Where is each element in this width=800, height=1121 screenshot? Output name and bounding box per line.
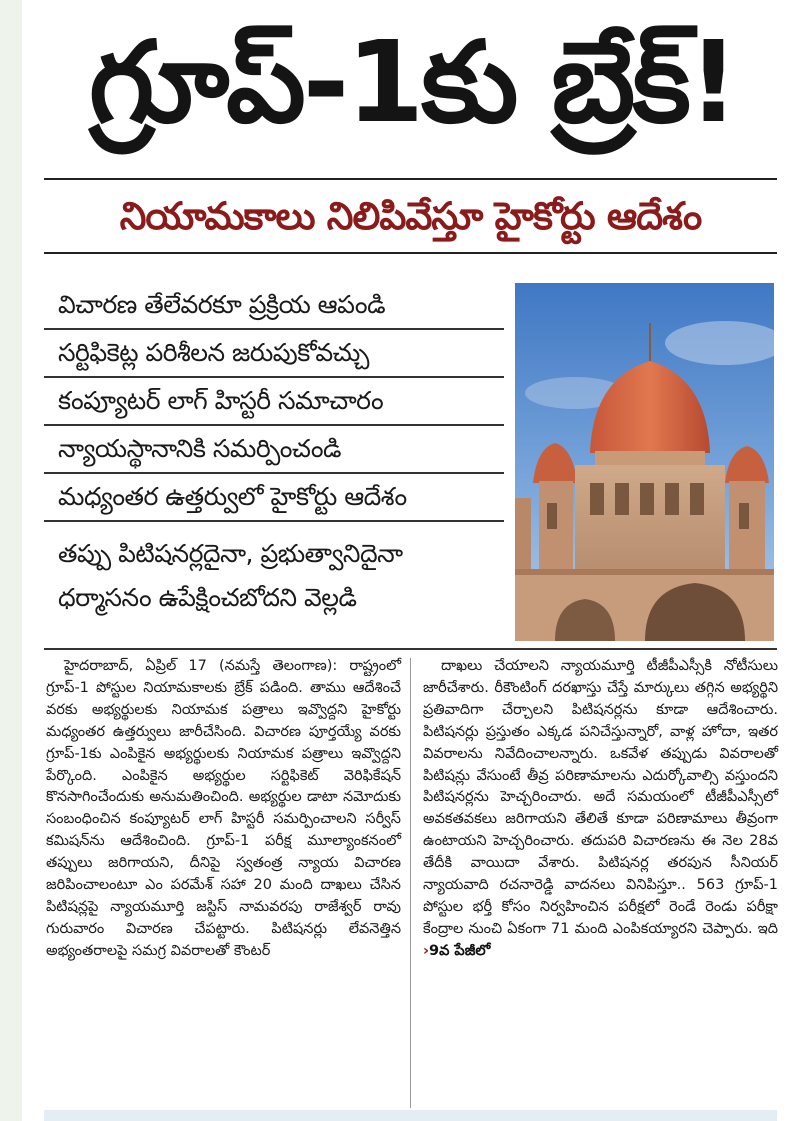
article-text-right (423, 656, 778, 963)
article-column-left (46, 656, 401, 963)
left-margin-strip (0, 0, 22, 1121)
continued-on-page[interactable]: 9వ పేజీలో (428, 942, 491, 959)
article-column-right (423, 656, 778, 963)
headline: గ్రూప్‌-1కు బ్రేక్‌! (89, 18, 736, 148)
highlight-line: మధ్యంతర ఉత్తర్వులో హైకోర్టు ఆదేశం (44, 474, 504, 522)
bottom-bar (44, 1110, 777, 1121)
article-text-right-body: దాఖలు చేయాలని న్యాయమూర్తి టీజీపీఎస్సీకి నోటీసులు జారీచేశారు. రీకౌంటింగ్‌ దరఖాస్తు చేస్తే మార్కులు తగ్గిన అభ్యర్థిని ప్రతివాదిగా చేర్చాలని పిటిషనర్లను కూడా ఆదేశించారు. పిటిషనర్లు ప్రస్తుతం ఎక్కడ పనిచేస్తున్నారో, వాళ్ల హోదా, ఇతర వివరాలను నివేదించాలన్నారు. ఒకవేళ తప్పుడు వివరాలతో పిటిషన్లు వేసుంటే తీవ్ర పరిణామాలను ఎదుర్కోవాల్సి వస్తుందని పిటిషనర్లను హెచ్చరించారు. అదే సమయంలో టీజీపీఎస్సీలో అవకతవకలు జరిగాయని తేలితే కూడా పరిణామాలు తీవ్రంగా ఉంటాయని హెచ్చరించారు. తదుపరి విచారణను ఈ నెల 28వ తేదీకి వాయిదా వేశారు. పిటిషనర్ల తరపున సీనియర్‌ న్యాయవాది రచనారెడ్డి వాదనలు వినిపిస్తూ.. 563 గ్రూప్‌-1 పోస్టుల భర్తీ కోసం నిర్వహించిన పరీక్షలో రెండే రెండు పరీక్షా కేంద్రాల నుంచి ఏకంగా 71 మంది ఎంపికయ్యారని చెప్పారు. ఇది (423, 658, 778, 937)
subheadline: నియామకాలు నిలిపివేస్తూ హైకోర్టు ఆదేశం (119, 194, 702, 238)
highlight-line: సర్టిఫికెట్ల పరిశీలన జరుపుకోవచ్చు (44, 330, 504, 378)
continue-arrow-icon: › (423, 942, 429, 959)
highlight-line: న్యాయస్థానానికి సమర్పించండి (44, 426, 504, 474)
highlights-group-primary (44, 282, 504, 522)
highlight-line: తప్పు పిటిషనర్లదైనా, ప్రభుత్వానిదైనా (58, 539, 403, 568)
highlight-line: కంప్యూటర్‌ లాగ్‌ హిస్టరీ సమాచారం (44, 378, 504, 426)
highlight-line: ధర్మాసనం ఉపేక్షించబోదని వెల్లడి (58, 583, 357, 612)
highlights-box (44, 282, 504, 620)
headline-rule (44, 178, 777, 180)
subhead-rule (44, 252, 777, 254)
article-rule (44, 648, 777, 650)
column-divider (410, 658, 411, 1108)
highlights-group-secondary (44, 532, 504, 620)
highlight-line: విచారణ తేలేవరకూ ప్రక్రియ ఆపండి (44, 282, 504, 330)
article-text-left: హైదరాబాద్‌, ఏప్రిల్‌ 17 (నమస్తే తెలంగాణ): రాష్ట్రంలో గ్రూప్‌-1 పోస్టుల నియామకాలకు బ్రేక్‌ పడింది. తాము ఆదేశించే వరకు అభ్యర్థులకు నియామక పత్రాలు ఇవ్వొద్దని హైకోర్టు మధ్యంతర ఉత్తర్వులు జారీచేసింది. విచారణ పూర్తయ్యే వరకు గ్రూప్‌-1కు ఎంపికైన అభ్యర్థులకు నియామక పత్రాలు ఇవ్వొద్దని పేర్కొంది. ఎంపికైన అభ్యర్థుల సర్టిఫికెట్‌ వెరిఫికేషన్‌ కొనసాగించేందుకు అనుమతించింది. అభ్యర్థుల డాటా నమోదుకు సంబంధించిన కంప్యూటర్‌ లాగ్‌ హిస్టరీ సమర్పించాలని సర్వీస్‌ కమిషన్‌ను ఆదేశించింది. గ్రూప్‌-1 పరీక్ష మూల్యాంకనంలో తప్పులు జరిగాయని, దీనిపై స్వతంత్ర న్యాయ విచారణ జరిపించాలంటూ ఎం పరమేశ్‌ సహా 20 మంది దాఖలు చేసిన పిటిషన్లపై న్యాయమూర్తి జస్టిస్‌ నామవరపు రాజేశ్వర్‌ రావు గురువారం విచారణ చేపట్టారు. పిటిషనర్లు లేవనెత్తిన అభ్యంతరాలపై సమగ్ర వివరాలతో కౌంటర్‌ (46, 658, 401, 959)
high-court-photo (515, 283, 774, 641)
